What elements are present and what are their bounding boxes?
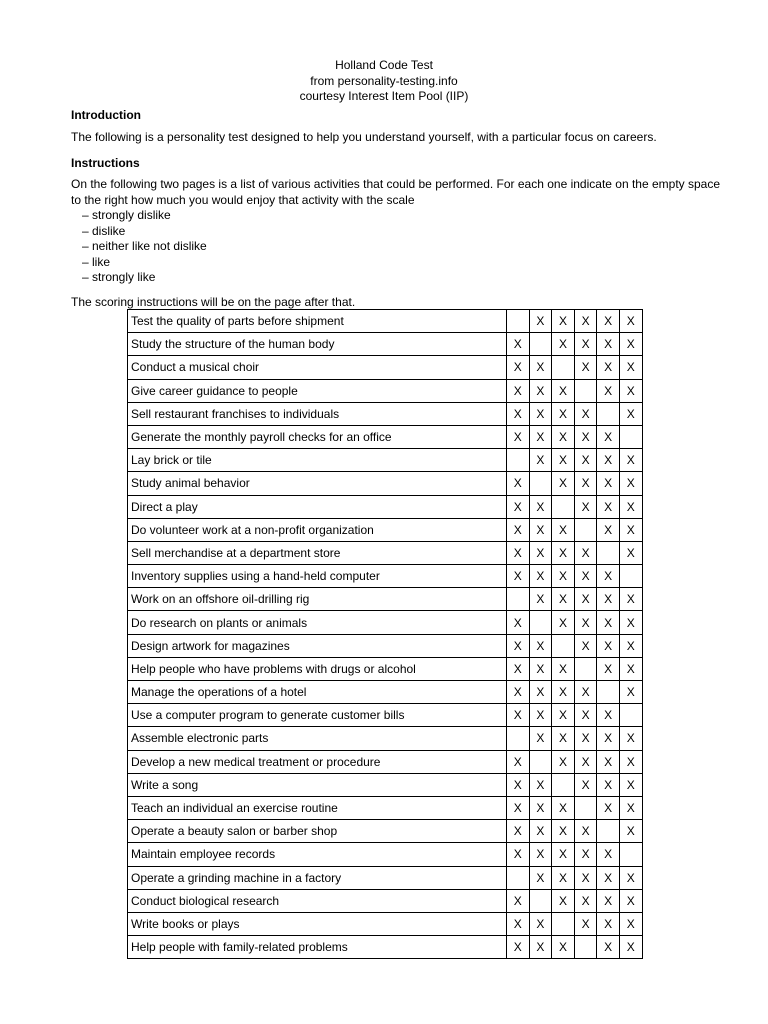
rating-mark-cell: X	[574, 773, 597, 796]
table-row	[128, 634, 643, 657]
rating-mark-cell: X	[507, 773, 530, 796]
rating-mark-cell: X	[552, 866, 575, 889]
rating-mark-cell: X	[619, 657, 642, 680]
activity-cell: Help people who have problems with drugs or alcohol	[128, 657, 507, 680]
rating-mark-cell: X	[507, 379, 530, 402]
rating-empty-cell[interactable]	[619, 425, 642, 448]
rating-mark-cell: X	[597, 379, 620, 402]
introduction-text: The following is a personality test designed to help you understand yourself, with a particular focus on careers.	[71, 130, 657, 144]
document-header	[0, 58, 768, 105]
rating-empty-cell[interactable]	[597, 402, 620, 425]
activity-cell: Manage the operations of a hotel	[128, 681, 507, 704]
rating-mark-cell: X	[574, 611, 597, 634]
rating-mark-cell: X	[552, 704, 575, 727]
rating-empty-cell[interactable]	[619, 565, 642, 588]
rating-mark-cell: X	[597, 843, 620, 866]
rating-mark-cell: X	[597, 611, 620, 634]
rating-mark-cell: X	[574, 912, 597, 935]
rating-mark-cell: X	[619, 356, 642, 379]
rating-mark-cell: X	[529, 565, 552, 588]
rating-empty-cell[interactable]	[574, 796, 597, 819]
rating-mark-cell: X	[552, 889, 575, 912]
rating-empty-cell[interactable]	[552, 356, 575, 379]
rating-mark-cell: X	[574, 541, 597, 564]
rating-mark-cell: X	[529, 356, 552, 379]
rating-mark-cell: X	[552, 333, 575, 356]
rating-empty-cell[interactable]	[529, 889, 552, 912]
rating-mark-cell: X	[597, 773, 620, 796]
rating-mark-cell: X	[529, 402, 552, 425]
rating-mark-cell: X	[574, 634, 597, 657]
rating-mark-cell: X	[574, 889, 597, 912]
table-row	[128, 472, 643, 495]
rating-mark-cell: X	[529, 588, 552, 611]
rating-mark-cell: X	[619, 820, 642, 843]
activity-cell: Help people with family-related problems	[128, 936, 507, 959]
rating-mark-cell: X	[619, 518, 642, 541]
rating-mark-cell: X	[507, 611, 530, 634]
rating-mark-cell: X	[597, 472, 620, 495]
activity-cell: Operate a beauty salon or barber shop	[128, 820, 507, 843]
rating-mark-cell: X	[619, 750, 642, 773]
table-row	[128, 681, 643, 704]
rating-mark-cell: X	[529, 773, 552, 796]
rating-mark-cell: X	[597, 634, 620, 657]
activity-cell: Generate the monthly payroll checks for an office	[128, 425, 507, 448]
rating-mark-cell: X	[529, 310, 552, 333]
rating-empty-cell[interactable]	[574, 379, 597, 402]
activity-cell: Give career guidance to people	[128, 379, 507, 402]
rating-mark-cell: X	[597, 727, 620, 750]
rating-mark-cell: X	[507, 518, 530, 541]
rating-mark-cell: X	[529, 866, 552, 889]
rating-empty-cell[interactable]	[574, 936, 597, 959]
rating-mark-cell: X	[619, 541, 642, 564]
rating-empty-cell[interactable]	[552, 495, 575, 518]
table-row	[128, 657, 643, 680]
rating-mark-cell: X	[529, 495, 552, 518]
table-row	[128, 820, 643, 843]
rating-mark-cell: X	[619, 333, 642, 356]
rating-mark-cell: X	[552, 750, 575, 773]
rating-empty-cell[interactable]	[529, 750, 552, 773]
table-row	[128, 333, 643, 356]
activity-cell: Work on an offshore oil-drilling rig	[128, 588, 507, 611]
table-row	[128, 541, 643, 564]
rating-mark-cell: X	[552, 379, 575, 402]
rating-mark-cell: X	[619, 611, 642, 634]
table-row	[128, 565, 643, 588]
instructions-heading: Instructions	[71, 156, 140, 170]
rating-mark-cell: X	[552, 796, 575, 819]
rating-mark-cell: X	[552, 449, 575, 472]
rating-empty-cell[interactable]	[529, 472, 552, 495]
rating-mark-cell: X	[529, 425, 552, 448]
rating-mark-cell: X	[597, 356, 620, 379]
rating-mark-cell: X	[597, 889, 620, 912]
rating-mark-cell: X	[552, 657, 575, 680]
rating-mark-cell: X	[574, 425, 597, 448]
rating-mark-cell: X	[552, 681, 575, 704]
table-row	[128, 495, 643, 518]
rating-mark-cell: X	[529, 634, 552, 657]
rating-mark-cell: X	[507, 704, 530, 727]
rating-mark-cell: X	[552, 472, 575, 495]
rating-mark-cell: X	[574, 820, 597, 843]
scoring-note: The scoring instructions will be on the page after that.	[71, 295, 356, 309]
rating-mark-cell: X	[597, 750, 620, 773]
activity-cell: Conduct a musical choir	[128, 356, 507, 379]
rating-mark-cell: X	[597, 495, 620, 518]
rating-mark-cell: X	[619, 866, 642, 889]
rating-mark-cell: X	[597, 866, 620, 889]
table-row	[128, 773, 643, 796]
scale-item: – strongly like	[82, 270, 156, 284]
rating-empty-cell[interactable]	[574, 657, 597, 680]
table-row	[128, 727, 643, 750]
rating-mark-cell: X	[529, 912, 552, 935]
rating-mark-cell: X	[552, 518, 575, 541]
rating-empty-cell[interactable]	[507, 449, 530, 472]
rating-mark-cell: X	[597, 333, 620, 356]
rating-mark-cell: X	[529, 820, 552, 843]
rating-mark-cell: X	[552, 843, 575, 866]
rating-mark-cell: X	[507, 541, 530, 564]
rating-mark-cell: X	[619, 634, 642, 657]
activity-cell: Use a computer program to generate customer bills	[128, 704, 507, 727]
activity-cell: Direct a play	[128, 495, 507, 518]
rating-mark-cell: X	[597, 518, 620, 541]
rating-mark-cell: X	[529, 657, 552, 680]
table-row	[128, 912, 643, 935]
rating-mark-cell: X	[574, 565, 597, 588]
rating-empty-cell[interactable]	[507, 727, 530, 750]
instructions-text: On the following two pages is a list of various activities that could be performed. For each one indicate on the empty space to the right how much you would enjoy that activity with the scale	[71, 177, 721, 207]
rating-mark-cell: X	[529, 541, 552, 564]
activity-cell: Design artwork for magazines	[128, 634, 507, 657]
rating-mark-cell: X	[597, 425, 620, 448]
rating-mark-cell: X	[507, 657, 530, 680]
document-courtesy: courtesy Interest Item Pool (IIP)	[299, 89, 469, 103]
table-row	[128, 518, 643, 541]
rating-mark-cell: X	[507, 750, 530, 773]
table-row	[128, 866, 643, 889]
rating-mark-cell: X	[552, 541, 575, 564]
rating-mark-cell: X	[552, 565, 575, 588]
rating-mark-cell: X	[507, 356, 530, 379]
table-row	[128, 425, 643, 448]
rating-empty-cell[interactable]	[507, 866, 530, 889]
rating-mark-cell: X	[597, 657, 620, 680]
rating-mark-cell: X	[574, 704, 597, 727]
rating-empty-cell[interactable]	[552, 773, 575, 796]
activity-cell: Do volunteer work at a non-profit organization	[128, 518, 507, 541]
rating-empty-cell[interactable]	[619, 843, 642, 866]
rating-empty-cell[interactable]	[552, 912, 575, 935]
scale-item: – strongly dislike	[82, 208, 171, 222]
rating-mark-cell: X	[619, 588, 642, 611]
rating-empty-cell[interactable]	[597, 681, 620, 704]
document-title: Holland Code Test	[335, 58, 433, 72]
rating-mark-cell: X	[507, 936, 530, 959]
rating-mark-cell: X	[619, 472, 642, 495]
activity-cell: Test the quality of parts before shipment	[128, 310, 507, 333]
activity-cell: Develop a new medical treatment or procedure	[128, 750, 507, 773]
rating-mark-cell: X	[619, 449, 642, 472]
table-row	[128, 843, 643, 866]
rating-empty-cell[interactable]	[529, 333, 552, 356]
rating-mark-cell: X	[597, 912, 620, 935]
rating-mark-cell: X	[507, 681, 530, 704]
rating-mark-cell: X	[597, 588, 620, 611]
rating-mark-cell: X	[507, 565, 530, 588]
rating-mark-cell: X	[552, 820, 575, 843]
rating-mark-cell: X	[507, 912, 530, 935]
table-row	[128, 356, 643, 379]
rating-mark-cell: X	[619, 912, 642, 935]
activity-cell: Sell merchandise at a department store	[128, 541, 507, 564]
rating-mark-cell: X	[507, 495, 530, 518]
rating-mark-cell: X	[552, 611, 575, 634]
activity-cell: Operate a grinding machine in a factory	[128, 866, 507, 889]
activity-cell: Lay brick or tile	[128, 449, 507, 472]
rating-mark-cell: X	[574, 843, 597, 866]
rating-mark-cell: X	[574, 750, 597, 773]
rating-mark-cell: X	[574, 495, 597, 518]
rating-mark-cell: X	[529, 704, 552, 727]
table-row	[128, 796, 643, 819]
rating-mark-cell: X	[507, 820, 530, 843]
rating-mark-cell: X	[619, 379, 642, 402]
rating-mark-cell: X	[574, 449, 597, 472]
activity-cell: Maintain employee records	[128, 843, 507, 866]
table-row	[128, 889, 643, 912]
table-row	[128, 402, 643, 425]
activity-cell: Assemble electronic parts	[128, 727, 507, 750]
rating-empty-cell[interactable]	[597, 820, 620, 843]
rating-mark-cell: X	[529, 518, 552, 541]
rating-mark-cell: X	[529, 727, 552, 750]
rating-mark-cell: X	[529, 379, 552, 402]
table-row	[128, 750, 643, 773]
rating-mark-cell: X	[574, 356, 597, 379]
rating-mark-cell: X	[619, 889, 642, 912]
rating-mark-cell: X	[529, 936, 552, 959]
rating-mark-cell: X	[552, 727, 575, 750]
rating-mark-cell: X	[619, 773, 642, 796]
rating-mark-cell: X	[597, 796, 620, 819]
rating-mark-cell: X	[507, 843, 530, 866]
rating-empty-cell[interactable]	[507, 588, 530, 611]
rating-mark-cell: X	[574, 727, 597, 750]
table-row	[128, 310, 643, 333]
rating-mark-cell: X	[529, 681, 552, 704]
introduction-heading: Introduction	[71, 108, 141, 122]
rating-mark-cell: X	[507, 333, 530, 356]
rating-mark-cell: X	[507, 425, 530, 448]
rating-empty-cell[interactable]	[597, 541, 620, 564]
activity-cell: Inventory supplies using a hand-held computer	[128, 565, 507, 588]
rating-mark-cell: X	[597, 449, 620, 472]
scale-list	[82, 208, 207, 286]
activity-cell: Conduct biological research	[128, 889, 507, 912]
rating-mark-cell: X	[574, 402, 597, 425]
rating-mark-cell: X	[597, 310, 620, 333]
rating-mark-cell: X	[574, 472, 597, 495]
rating-mark-cell: X	[507, 889, 530, 912]
rating-mark-cell: X	[507, 796, 530, 819]
rating-mark-cell: X	[619, 310, 642, 333]
activity-cell: Do research on plants or animals	[128, 611, 507, 634]
table-row	[128, 449, 643, 472]
rating-mark-cell: X	[552, 425, 575, 448]
rating-mark-cell: X	[552, 936, 575, 959]
activity-cell: Write a song	[128, 773, 507, 796]
table-row	[128, 611, 643, 634]
document-source: from personality-testing.info	[310, 73, 458, 88]
rating-mark-cell: X	[507, 634, 530, 657]
table-row	[128, 588, 643, 611]
rating-mark-cell: X	[507, 402, 530, 425]
scale-item: – neither like not dislike	[82, 239, 207, 253]
rating-mark-cell: X	[552, 310, 575, 333]
rating-mark-cell: X	[552, 588, 575, 611]
rating-empty-cell[interactable]	[507, 310, 530, 333]
rating-mark-cell: X	[507, 472, 530, 495]
rating-mark-cell: X	[529, 843, 552, 866]
rating-mark-cell: X	[619, 796, 642, 819]
activity-cell: Study animal behavior	[128, 472, 507, 495]
rating-mark-cell: X	[529, 449, 552, 472]
rating-mark-cell: X	[597, 936, 620, 959]
rating-mark-cell: X	[619, 402, 642, 425]
table-row	[128, 379, 643, 402]
rating-mark-cell: X	[574, 588, 597, 611]
rating-empty-cell[interactable]	[619, 704, 642, 727]
activities-table	[127, 309, 643, 959]
rating-empty-cell[interactable]	[574, 518, 597, 541]
rating-mark-cell: X	[574, 866, 597, 889]
rating-mark-cell: X	[619, 495, 642, 518]
rating-mark-cell: X	[552, 402, 575, 425]
rating-mark-cell: X	[619, 936, 642, 959]
rating-mark-cell: X	[597, 704, 620, 727]
rating-mark-cell: X	[529, 796, 552, 819]
rating-empty-cell[interactable]	[529, 611, 552, 634]
rating-mark-cell: X	[574, 681, 597, 704]
rating-mark-cell: X	[597, 565, 620, 588]
rating-mark-cell: X	[574, 333, 597, 356]
rating-mark-cell: X	[619, 681, 642, 704]
activity-cell: Teach an individual an exercise routine	[128, 796, 507, 819]
scale-item: – dislike	[82, 223, 126, 238]
rating-mark-cell: X	[619, 727, 642, 750]
activity-cell: Sell restaurant franchises to individuals	[128, 402, 507, 425]
rating-empty-cell[interactable]	[552, 634, 575, 657]
scale-item: – like	[82, 254, 111, 269]
activity-cell: Write books or plays	[128, 912, 507, 935]
rating-mark-cell: X	[574, 310, 597, 333]
table-row	[128, 936, 643, 959]
activity-cell: Study the structure of the human body	[128, 333, 507, 356]
table-row	[128, 704, 643, 727]
